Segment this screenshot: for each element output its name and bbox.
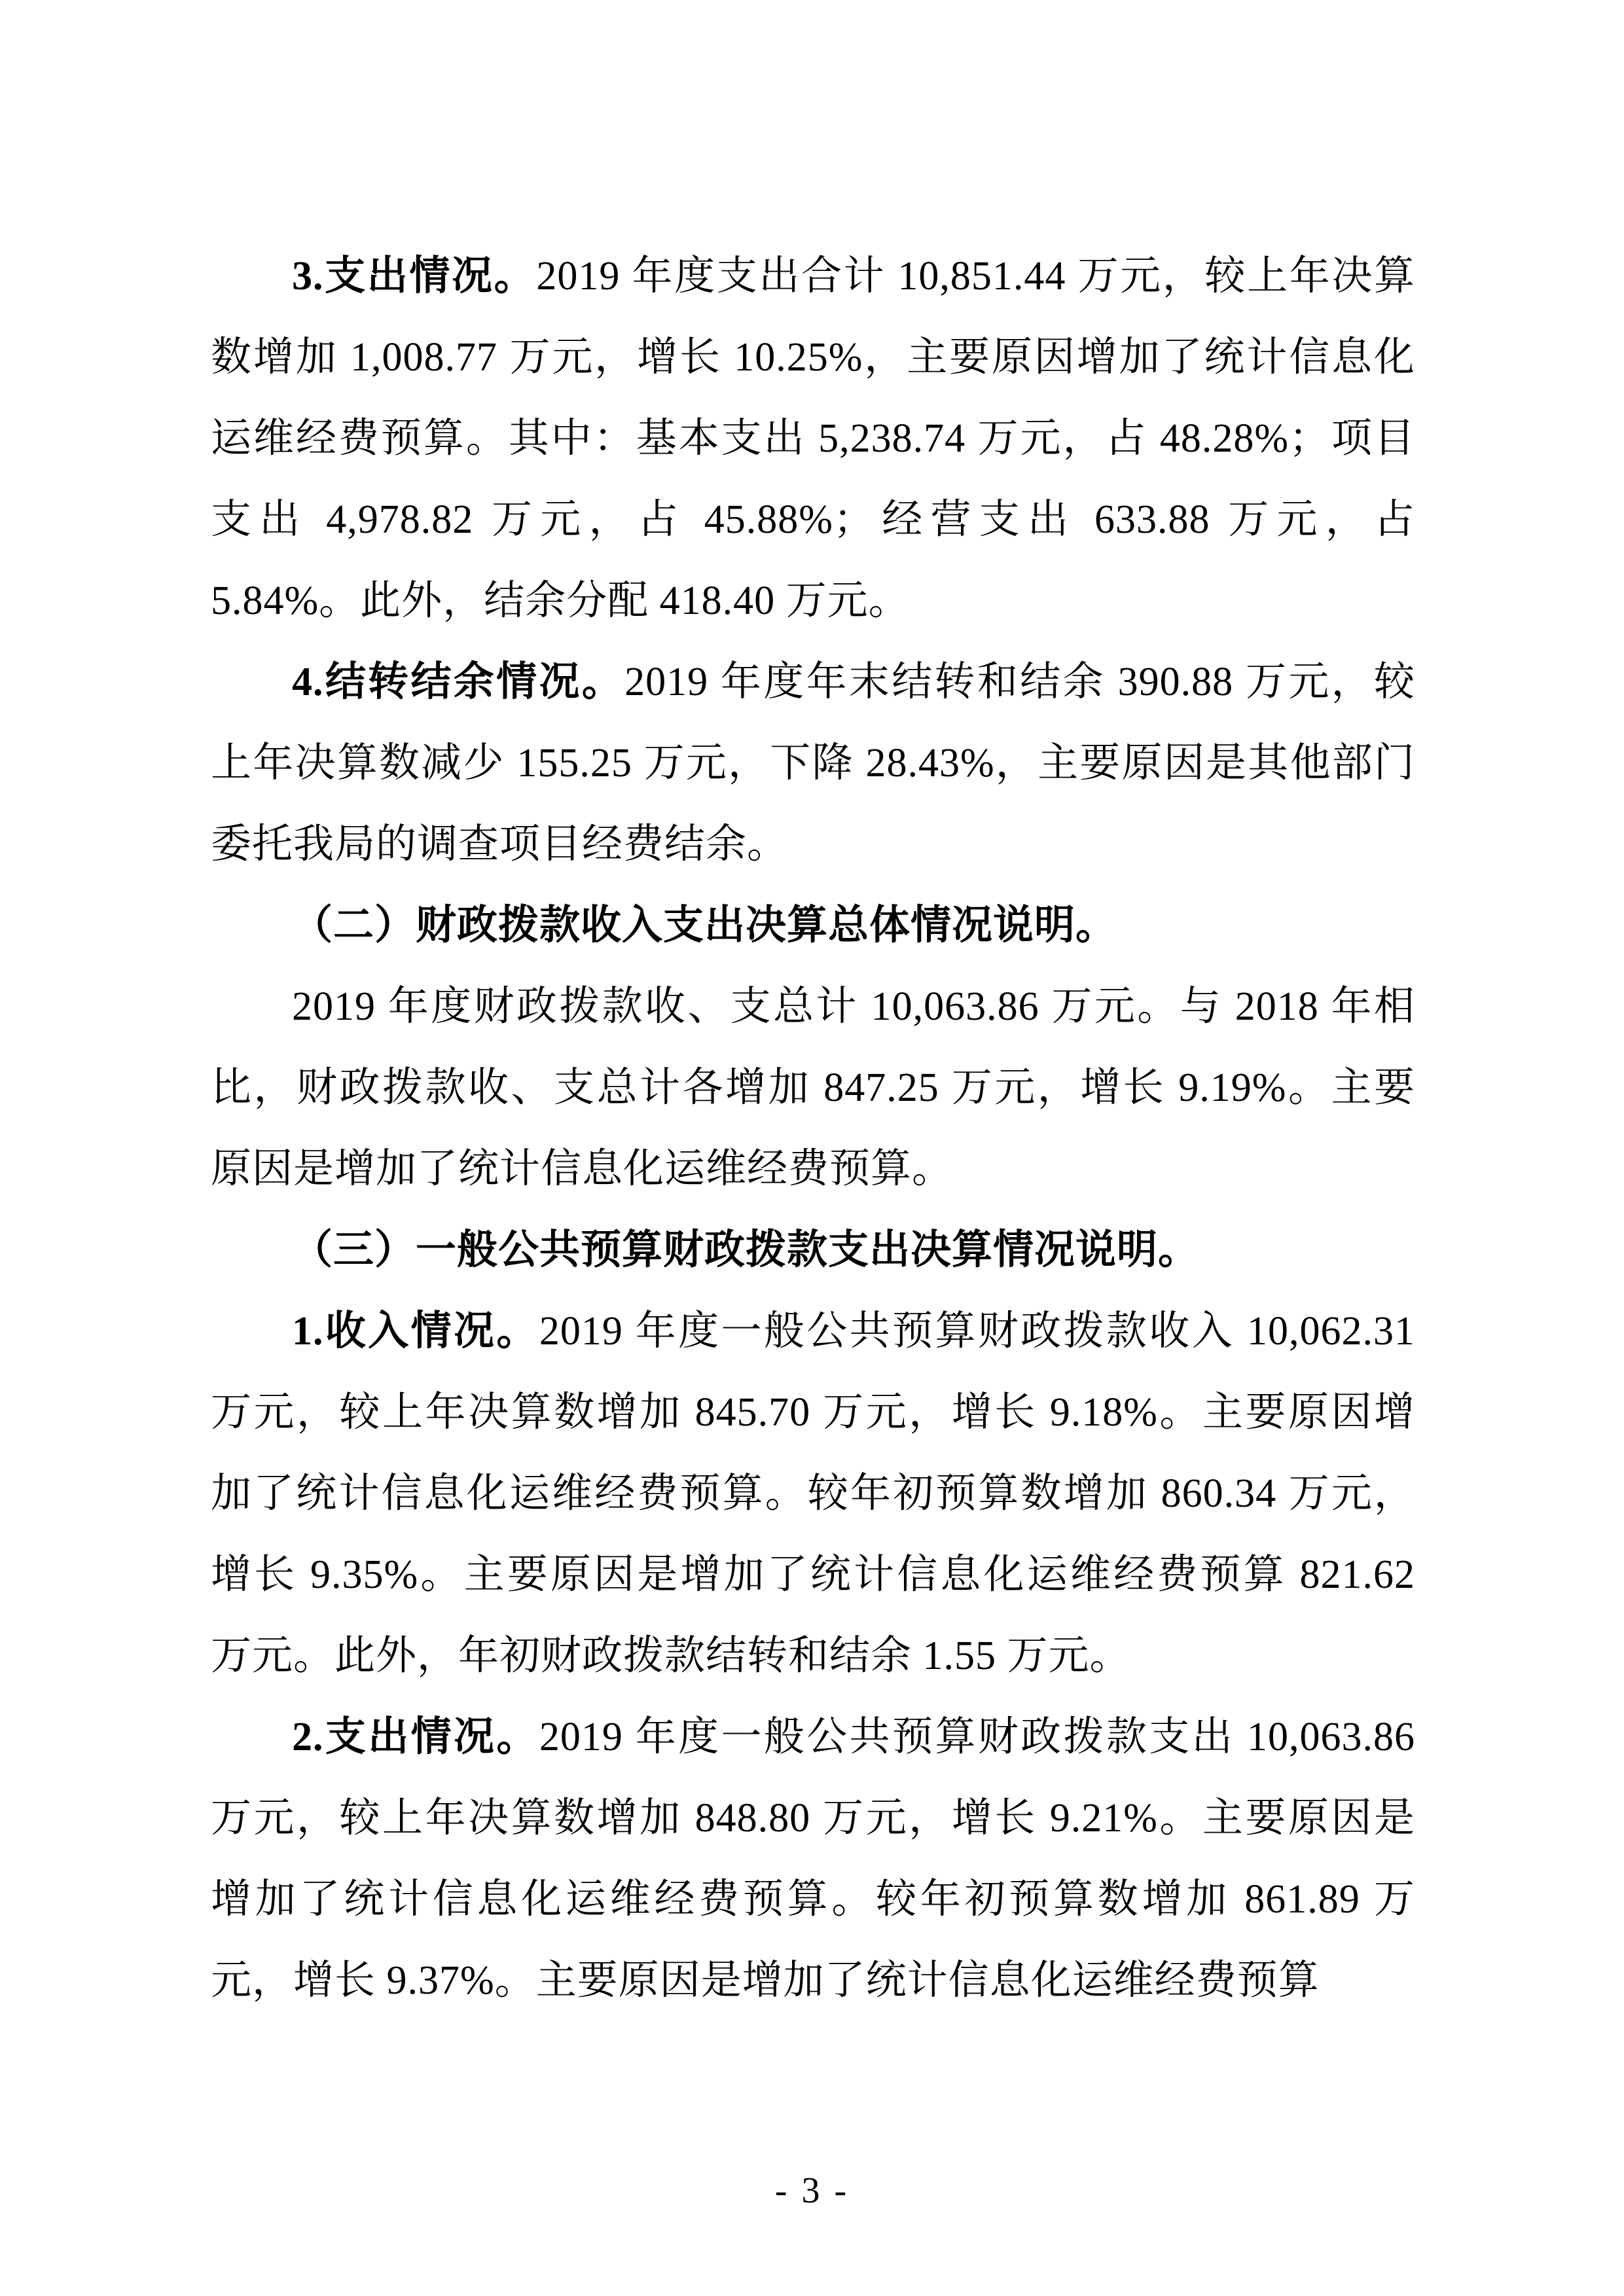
section-heading-fiscal-overall: （二）财政拨款收入支出决算总体情况说明。 <box>292 903 1117 948</box>
paragraph-text: 2019 年度年末结转和结余 390.88 万元，较上年决算数减少 155.25 万元，下降 28.43%，主要原因是其他部门委托我局的调查项目经费结余。 <box>211 660 1415 867</box>
paragraph-general-expenditure <box>211 1696 1415 2021</box>
paragraph-text: 2019 年度财政拨款收、支总计 10,063.86 万元。与 2018 年相比，财政拨款收、支总计各增加 847.25 万元，增长 9.19%。主要原因是增加了统计信息化运维经费预算。 <box>211 984 1415 1191</box>
paragraph-lead: 2.支出情况。 <box>292 1715 539 1759</box>
paragraph-carryover-balance <box>211 641 1415 885</box>
paragraph-text: 2019 年度支出合计 10,851.44 万元，较上年决算数增加 1,008.77 万元，增长 10.25%，主要原因增加了统计信息化运维经费预算。其中：基本支出 5,238.74 万元，占 48.28%；项目支出 4,978.82 万元，占 45.88%；经营支出 633.88 万元，占 5.84%。此外，结余分配 418.40 万元。 <box>211 254 1415 623</box>
paragraph-lead: 3.支出情况。 <box>292 254 537 298</box>
paragraph-lead: 1.收入情况。 <box>292 1309 539 1354</box>
paragraph-income <box>211 1291 1415 1696</box>
paragraph-lead: 4.结转结余情况。 <box>292 660 625 704</box>
paragraph-text: 2019 年度一般公共预算财政拨款支出 10,063.86 万元，较上年决算数增加 848.80 万元，增长 9.21%。主要原因是增加了统计信息化运维经费预算。较年初预算数增加 861.89 万元，增长 9.37%。主要原因是增加了统计信息化运维经费预算 <box>211 1715 1415 2003</box>
document-page <box>211 236 1415 2021</box>
paragraph-expenditure <box>211 236 1415 641</box>
page-number: - 3 - <box>774 2170 850 2211</box>
paragraph-fiscal-overall <box>211 966 1415 1210</box>
section-heading-general-public-budget: （三）一般公共预算财政拨款支出决算情况说明。 <box>292 1228 1200 1272</box>
paragraph-text: 2019 年度一般公共预算财政拨款收入 10,062.31 万元，较上年决算数增加 845.70 万元，增长 9.18%。主要原因增加了统计信息化运维经费预算。较年初预算数增加 860.34 万元，增长 9.35%。主要原因是增加了统计信息化运维经费预算 821.62 万元。此外，年初财政拨款结转和结余 1.55 万元。 <box>211 1309 1415 1678</box>
